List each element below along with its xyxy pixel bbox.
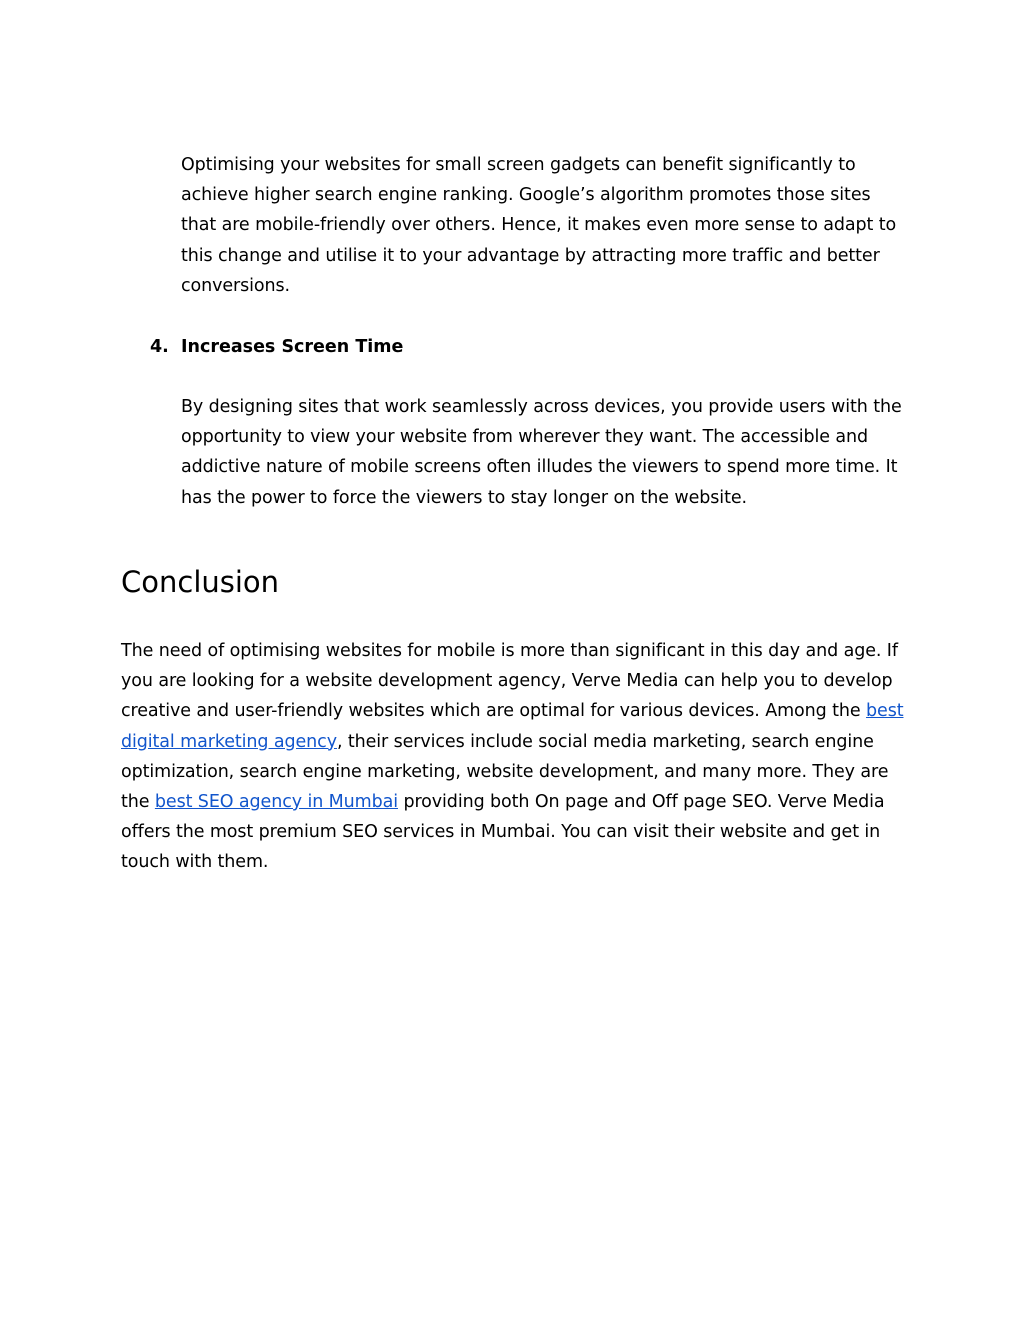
conclusion-text-1: The need of optimising websites for mobile is more than significant in this day and age. If you are looking for a website development agency, Verve Media can help you to develop creative and user-friendly websites which are optimal for various devices. Among the bbox=[121, 641, 898, 722]
best-seo-agency-link[interactable]: best SEO agency in Mumbai bbox=[154, 792, 398, 813]
list-item-number: 4. bbox=[150, 337, 169, 357]
conclusion-text-2: , their services include social media marketing, search engine optimization, search engine marketing, website development, and many more. They are the bbox=[121, 731, 889, 813]
conclusion-paragraph bbox=[121, 636, 911, 878]
list-item-body: By designing sites that work seamlessly across devices, you provide users with the opportunity to view your website from wherever they want. The accessible and addictive nature of mobile screens often illudes the viewers to spend more time. It has the power to force the viewers to stay longer on the website. bbox=[181, 397, 902, 508]
conclusion-heading: Conclusion bbox=[121, 565, 280, 599]
best-digital-marketing-agency-link[interactable]: best digital marketing agency bbox=[121, 701, 904, 752]
list-item-heading bbox=[150, 332, 403, 362]
intro-paragraph: Optimising your websites for small screen gadgets can benefit significantly to achieve higher search engine ranking. Google’s algorithm promotes those sites that are mobile-friendly over others. Hence, it makes even more sense to adapt to this change and utilise it to your advantage by attracting more traffic and better conversions. bbox=[181, 155, 897, 296]
conclusion-text-3: providing both On page and Off page SEO. Verve Media offers the most premium SEO services in Mumbai. You can visit their website and get in touch with them. bbox=[121, 792, 885, 873]
list-item-title: Increases Screen Time bbox=[181, 337, 404, 357]
